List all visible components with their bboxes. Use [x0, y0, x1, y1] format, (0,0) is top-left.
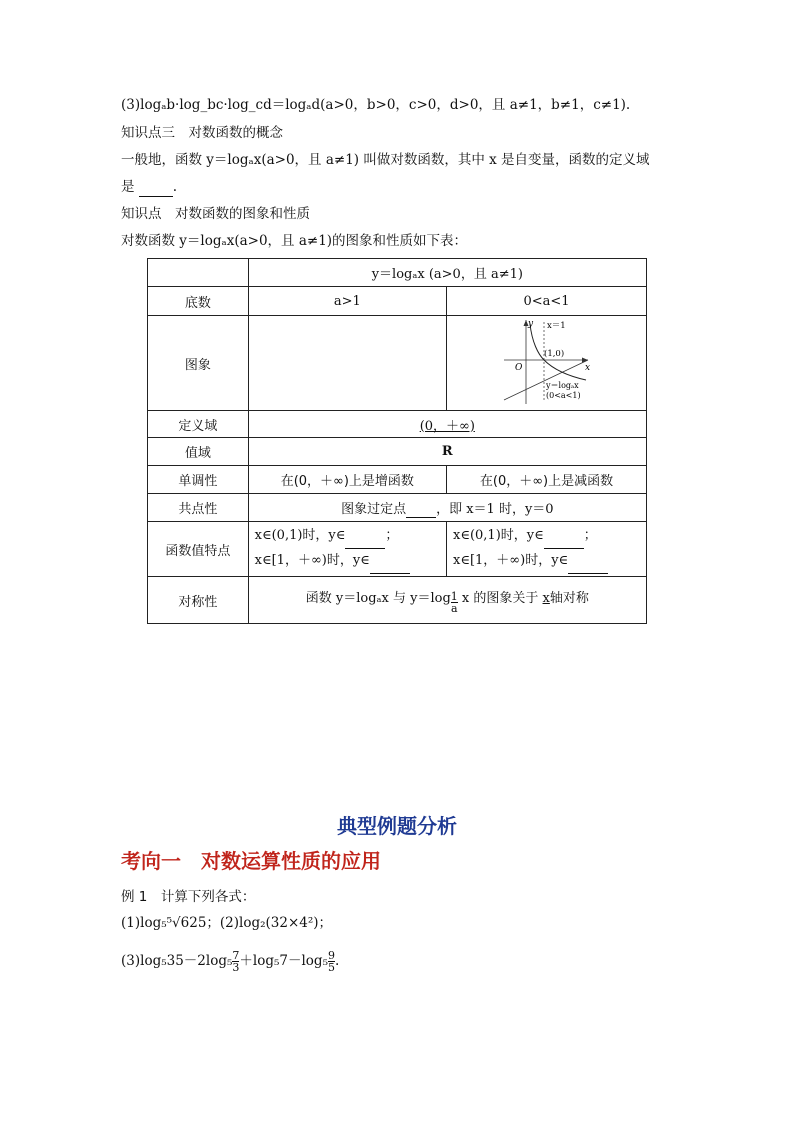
example-line-1: (1)log₅⁵√625；(2)log₂(32×4²)； [121, 915, 333, 931]
monotonic-gt1: 在(0，＋∞)上是增函数 [248, 466, 446, 494]
domain-value-text: (0，＋∞) [419, 418, 475, 434]
symmetry-axis: x [542, 590, 550, 606]
row-label-base: 底数 [148, 287, 249, 316]
table-header: y＝logₐx (a>0，且 a≠1) [248, 259, 646, 287]
domain-value [248, 411, 646, 438]
values-gt1 [248, 522, 446, 577]
symmetry-post2: 轴对称 [549, 590, 589, 606]
point-label: (1,0) [543, 349, 564, 359]
values-gt1-l1-text: x∈(0,1)时，y∈ [254, 528, 346, 543]
row-label-values: 函数值特点 [148, 522, 249, 577]
example-line-2 [121, 950, 339, 973]
definition-lead: 是 [121, 179, 135, 195]
values-lt1-r2-text: x∈[1，＋∞)时，y∈ [453, 553, 569, 568]
log-function-table [147, 258, 647, 624]
range-value: R [248, 438, 646, 466]
blank [568, 549, 608, 574]
fixed-point-post: ，即 x＝1 时，y＝0 [436, 501, 554, 517]
blank [345, 524, 385, 549]
base-gt1: a>1 [248, 287, 446, 316]
definition-line: 一般地，函数 y＝logₐx(a>0，且 a≠1) 叫做对数函数，其中 x 是自变量，函数的定义域 [121, 152, 650, 168]
example-line2-end: . [334, 953, 340, 969]
graph-lt1-cell [447, 316, 647, 411]
row-label-graph: 图象 [148, 316, 249, 411]
row-label-domain: 定义域 [148, 411, 249, 438]
y-axis-label: y [527, 319, 533, 329]
empty-corner [148, 259, 249, 287]
blank [544, 524, 584, 549]
definition-period: . [172, 179, 178, 195]
values-lt1-line2 [453, 549, 642, 574]
blank [370, 549, 410, 574]
x-axis-label: x [584, 363, 590, 373]
log-base-fraction [451, 591, 458, 614]
fixed-point-value [248, 494, 646, 522]
definition-line-2 [121, 178, 177, 197]
fraction-9-5 [328, 950, 335, 973]
example-title: 例 1 计算下列各式： [121, 889, 256, 905]
values-lt1-line1 [453, 524, 642, 549]
log-graph-decreasing [448, 316, 646, 406]
fraction-denominator: 5 [327, 961, 335, 974]
values-gt1-line1 [255, 524, 442, 549]
vertical-line-label: x＝1 [546, 321, 566, 331]
row-label-monotonic: 单调性 [148, 466, 249, 494]
fixed-point-pre: 图象过定点 [341, 501, 407, 517]
fraction-denominator: 3 [232, 961, 240, 974]
knowledge-point-3-heading: 知识点三 对数函数的概念 [121, 125, 283, 141]
curve-condition-label: (0<a<1) [545, 391, 581, 400]
values-lt1-r1-text: x∈(0,1)时，y∈ [453, 528, 544, 543]
fraction-numerator: 7 [232, 949, 240, 962]
values-lt1-r1-end: ； [583, 528, 597, 543]
curve-label: y＝logₐx [545, 381, 579, 390]
row-label-symmetry: 对称性 [148, 577, 249, 624]
fraction-denominator: a [451, 601, 458, 615]
base-lt1: 0<a<1 [447, 287, 647, 316]
domain-blank [139, 178, 173, 197]
table-intro: 对数函数 y＝logₐx(a>0，且 a≠1)的图象和性质如下表： [121, 233, 468, 249]
values-gt1-line2 [255, 549, 442, 574]
section-title: 典型例题分析 [337, 814, 457, 838]
fraction-numerator: 9 [327, 949, 335, 962]
symmetry-post: x 的图象关于 [457, 590, 543, 606]
example-line2-part-b: ＋log₅7－log₅ [239, 953, 328, 969]
fixed-point-blank [406, 502, 436, 518]
values-lt1 [447, 522, 647, 577]
formula-line: (3)logₐb·log_bc·log_cd＝logₐd(a>0，b>0，c>0，d>0，且 a≠1，b≠1，c≠1). [121, 97, 631, 113]
example-line2-part-a: (3)log₅35－2log₅ [121, 953, 233, 969]
symmetry-pre: 函数 y＝logₐx 与 y＝log [305, 590, 451, 606]
graph-gt1-cell [248, 316, 446, 411]
origin-label: O [514, 363, 522, 373]
row-label-range: 值域 [148, 438, 249, 466]
fraction-numerator: 1 [450, 589, 458, 603]
knowledge-point-4-heading: 知识点 对数函数的图象和性质 [121, 206, 310, 222]
row-label-fixed-point: 共点性 [148, 494, 249, 522]
monotonic-lt1: 在(0，＋∞)上是减函数 [447, 466, 647, 494]
topic-heading: 考向一 对数运算性质的应用 [121, 849, 381, 873]
values-gt1-l1-end: ； [385, 528, 399, 543]
values-gt1-l2-text: x∈[1，＋∞)时，y∈ [254, 553, 370, 568]
symmetry-value [248, 577, 646, 624]
